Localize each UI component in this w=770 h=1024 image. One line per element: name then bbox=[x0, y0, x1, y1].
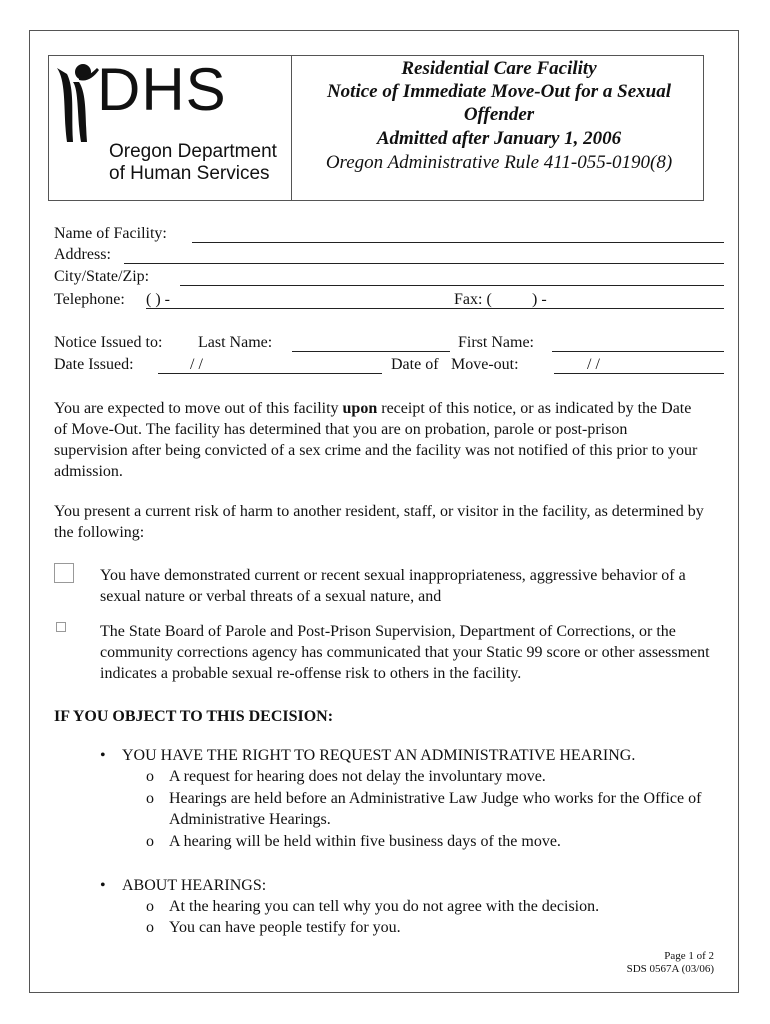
date-issued-label: Date Issued: bbox=[54, 356, 134, 373]
objection-heading: IF YOU OBJECT TO THIS DECISION: bbox=[54, 708, 334, 725]
risk-checkbox-2-label: The State Board of Parole and Post-Prison Supervision, Department of Corrections, or the community corrections agency has communicated that your Static 99 score or other assessment indicates a probable sexual re-offense risk to others in the facility. bbox=[100, 623, 710, 682]
last-name-field[interactable] bbox=[292, 351, 450, 352]
bullet-1-text: YOU HAVE THE RIGHT TO REQUEST AN ADMINISTRATIVE HEARING. bbox=[122, 747, 636, 764]
move-out-label: Move-out: bbox=[451, 356, 519, 373]
first-name-field[interactable] bbox=[552, 351, 724, 352]
bullet-2-sub-1: At the hearing you can tell why you do not agree with the decision. bbox=[169, 898, 600, 915]
form-page bbox=[29, 30, 739, 993]
bullet-2-marker: • bbox=[100, 877, 106, 894]
date-issued-field[interactable] bbox=[158, 373, 382, 374]
fax-label: Fax: ( bbox=[454, 291, 492, 308]
para1-text-b: receipt of this notice, or as indicated by the Date of Move-Out. The facility has determined that you are on probation, parole or post-prison supervision after being convicted of a sex crime and the facility was not notified of this prior to your admission. bbox=[54, 400, 698, 480]
bullet-1-sub-1: A request for hearing does not delay the involuntary move. bbox=[169, 768, 546, 785]
bullet-1-sub-2: Hearings are held before an Administrative Law Judge who works for the Office of Administrative Hearings. bbox=[169, 790, 702, 828]
sub-marker: o bbox=[146, 768, 154, 785]
move-out-format: / / bbox=[587, 356, 600, 373]
title-line-4: Admitted after January 1, 2006 bbox=[376, 128, 622, 149]
notice-paragraph bbox=[54, 398, 704, 482]
page-number: Page 1 of 2 bbox=[664, 950, 714, 962]
facility-name-label: Name of Facility: bbox=[54, 225, 167, 242]
telephone-fax-field[interactable] bbox=[146, 308, 724, 309]
risk-checkbox-1-label: You have demonstrated current or recent sexual inappropriateness, aggressive behavior of a sexual nature or verbal threats of a sexual nature, and bbox=[100, 567, 686, 605]
bullet-2-text: ABOUT HEARINGS: bbox=[122, 877, 267, 894]
city-state-zip-label: City/State/Zip: bbox=[54, 268, 150, 285]
logo-org-line1: Oregon Department bbox=[109, 141, 277, 162]
telephone-format: ( ) - bbox=[146, 291, 170, 308]
para1-bold: upon bbox=[342, 400, 378, 417]
date-issued-format: / / bbox=[190, 356, 203, 373]
bullet-1-sub-3: A hearing will be held within five business days of the move. bbox=[169, 833, 561, 850]
logo-org-line2: of Human Services bbox=[109, 163, 270, 184]
last-name-label: Last Name: bbox=[198, 334, 273, 351]
title-line-2: Notice of Immediate Move-Out for a Sexual bbox=[326, 81, 672, 102]
title-line-1: Residential Care Facility bbox=[401, 58, 597, 79]
city-state-zip-field[interactable] bbox=[180, 285, 724, 286]
sub-marker: o bbox=[146, 790, 154, 807]
logo-brand: DHS bbox=[97, 56, 227, 123]
header-divider bbox=[291, 56, 292, 200]
facility-name-field[interactable] bbox=[192, 242, 724, 243]
telephone-label: Telephone: bbox=[54, 291, 125, 308]
title-line-3: Offender bbox=[463, 104, 535, 125]
rule-reference: Oregon Administrative Rule 411-055-0190(8) bbox=[325, 152, 673, 173]
address-label: Address: bbox=[54, 246, 111, 263]
para1-text-a: You are expected to move out of this facility bbox=[54, 400, 343, 417]
bullet-2-sub-2: You can have people testify for you. bbox=[169, 919, 401, 936]
fax-format: ) - bbox=[532, 291, 547, 308]
risk-checkbox-2[interactable] bbox=[56, 622, 66, 632]
person-figure-icon bbox=[53, 60, 101, 144]
notice-issued-to-label: Notice Issued to: bbox=[54, 334, 163, 351]
bullet-1-marker: • bbox=[100, 747, 106, 764]
sub-marker: o bbox=[146, 898, 154, 915]
risk-checkbox-1[interactable] bbox=[54, 563, 74, 583]
sub-marker: o bbox=[146, 919, 154, 936]
move-out-field[interactable] bbox=[554, 373, 724, 374]
address-field[interactable] bbox=[124, 263, 724, 264]
first-name-label: First Name: bbox=[458, 334, 534, 351]
sub-marker: o bbox=[146, 833, 154, 850]
risk-paragraph: You present a current risk of harm to another resident, staff, or visitor in the facility, as determined by the following: bbox=[54, 503, 704, 541]
header-box bbox=[48, 55, 704, 201]
date-of-label: Date of bbox=[391, 356, 439, 373]
form-number: SDS 0567A (03/06) bbox=[626, 963, 714, 975]
